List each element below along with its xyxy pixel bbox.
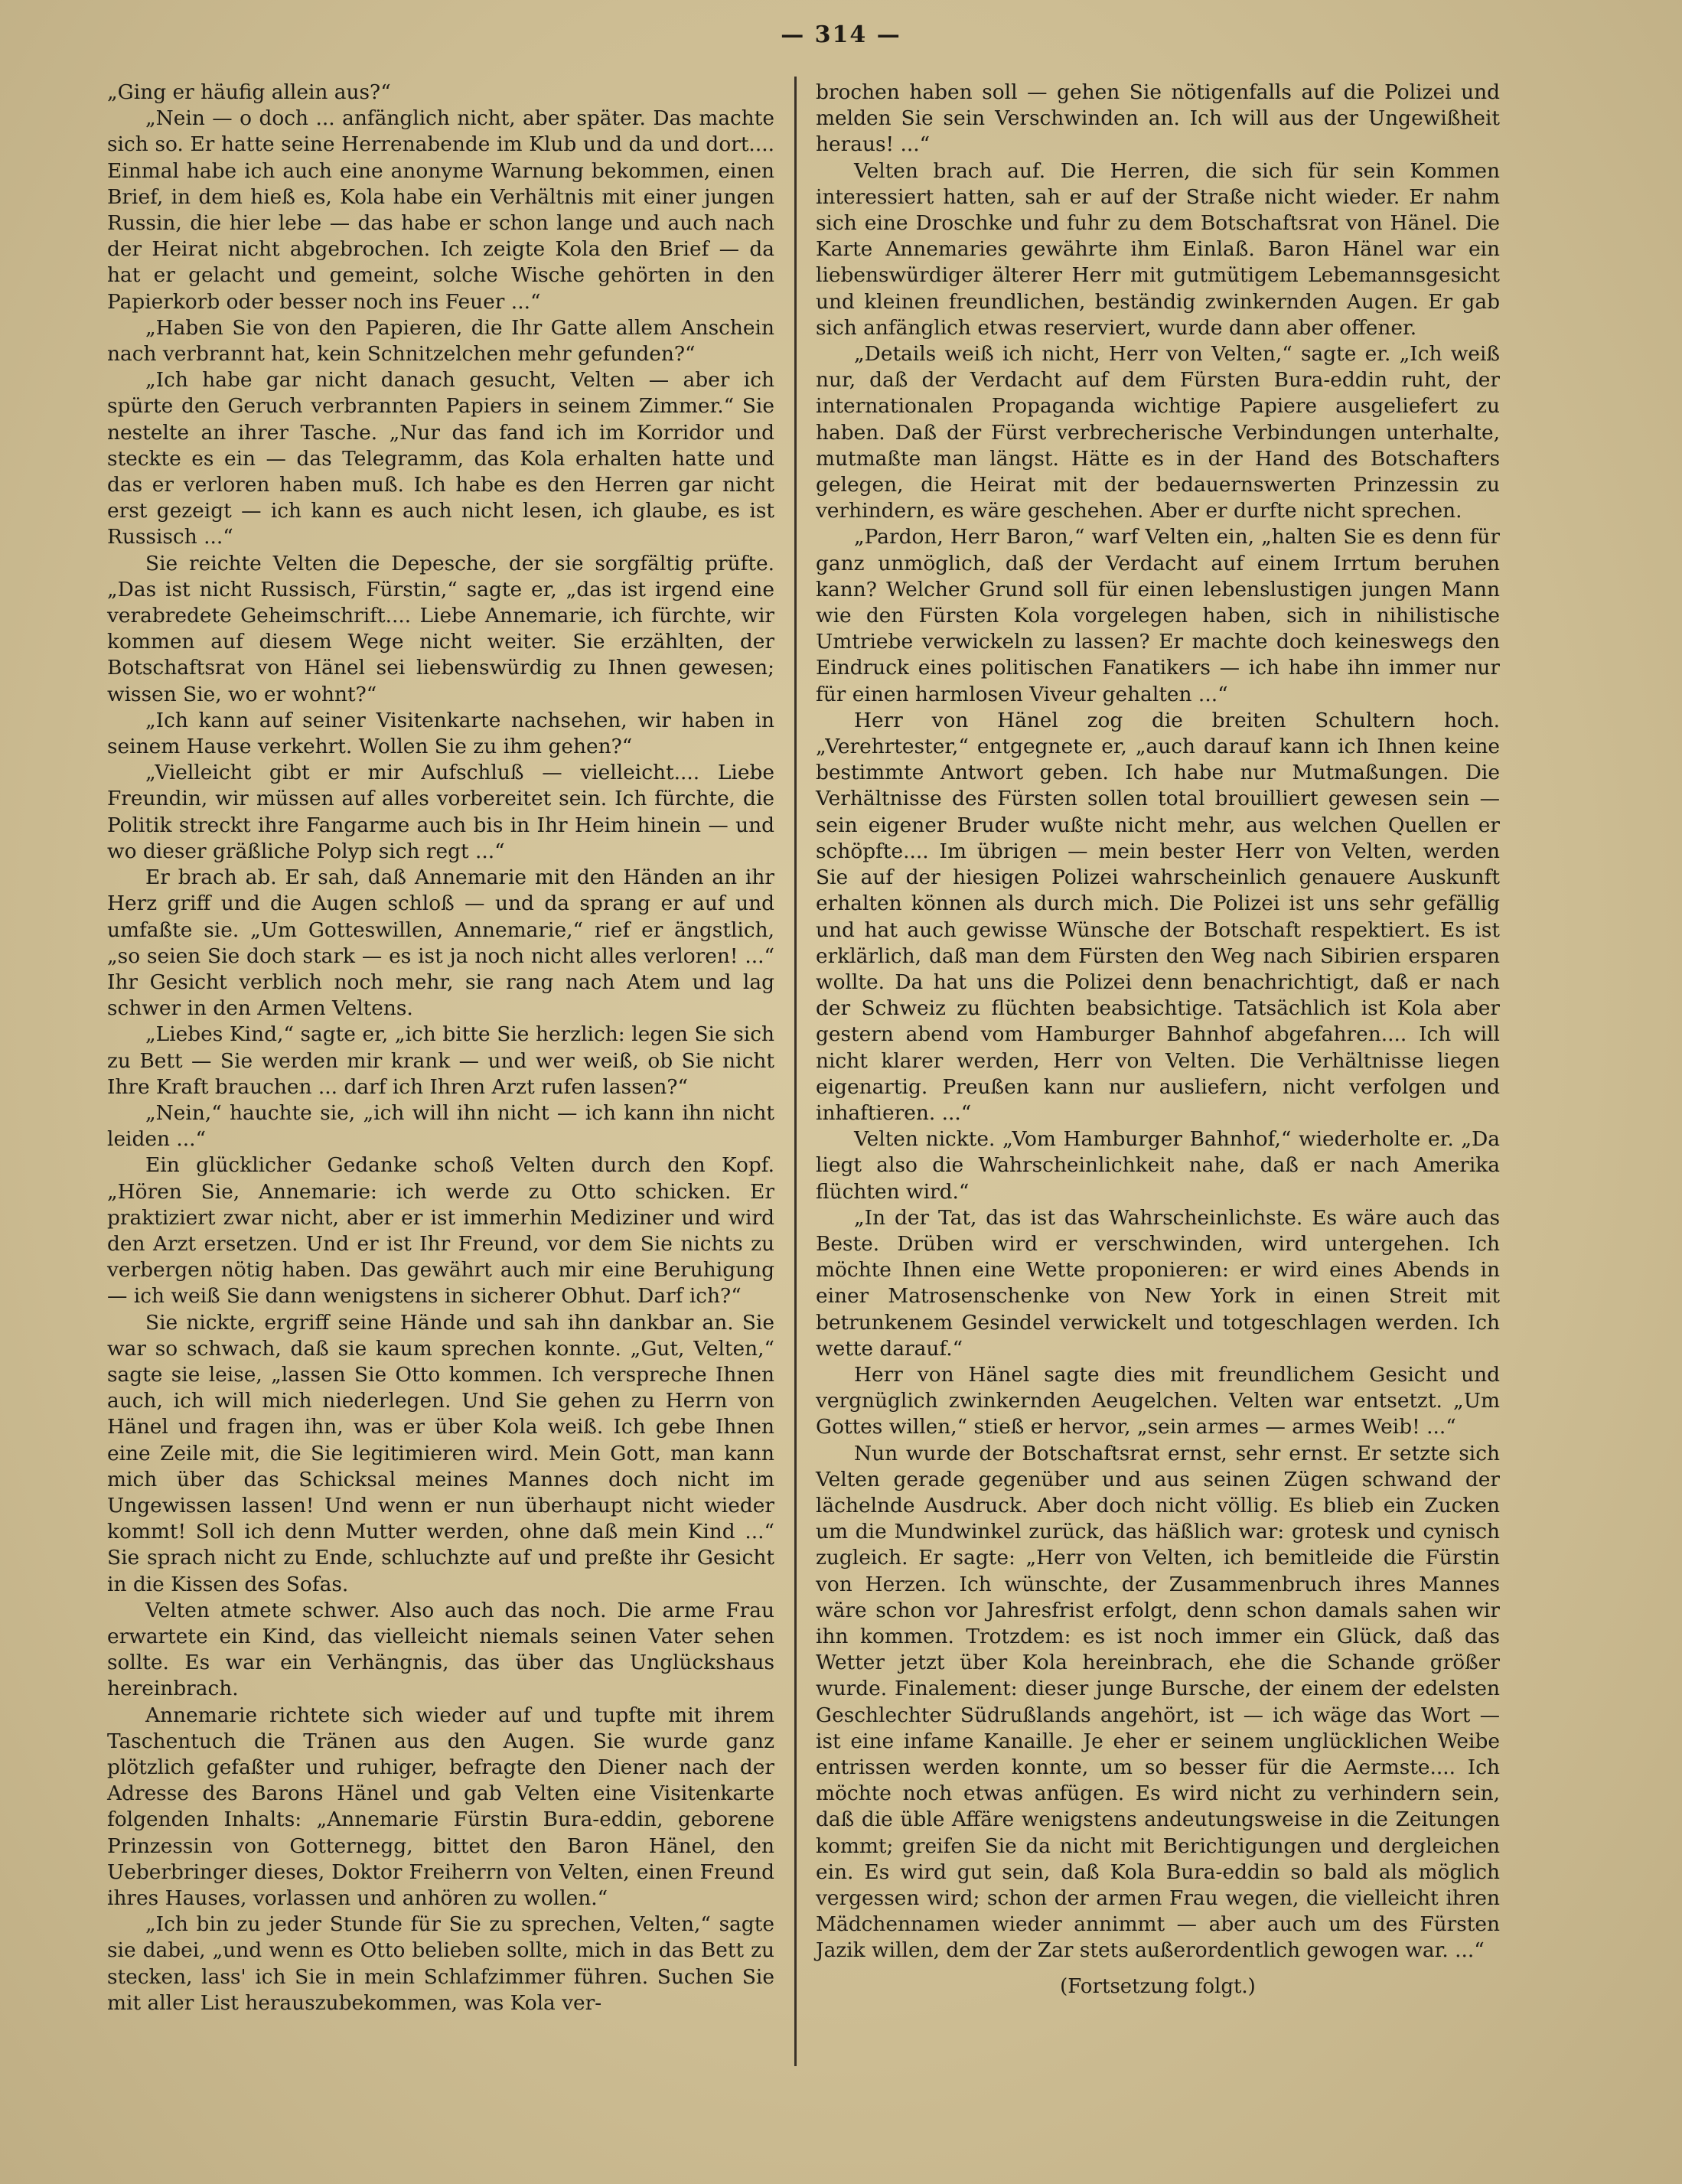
paragraph: Herr von Hänel sagte dies mit freundlichem Gesicht und vergnüglich zwinkernden Aeugelchen. Velten war entsetzt. „Um Gottes willen,“ stieß er hervor, „sein armes — armes Weib! ...“: [816, 1362, 1500, 1439]
paragraph: „Ging er häufig allein aus?“: [107, 80, 391, 104]
column-divider: [794, 77, 797, 2066]
paragraph: Herr von Hänel zog die breiten Schultern hoch. „Verehrtester,“ entgegnete er, „auch darauf kann ich Ihnen keine bestimmte Antwort geben. Ich habe nur Mutmaßungen. Die Verhältnisse des Fürsten sollen total brouilliert gewesen sein — sein eigener Bruder wußte nicht mehr, aus welchen Quellen er schöpfte.... Im übrigen — mein bester Herr von Velten, werden Sie auf der hiesigen Polizei wahrscheinlich genauere Auskunft erhalten können als durch mich. Die Polizei ist uns sehr gefällig und hat auch gewisse Wünsche der Botschaft respektiert. Es ist erklärlich, daß man dem Fürsten den Weg nach Sibirien ersparen wollte. Da hat uns die Polizei denn benachrichtigt, daß er nach der Schweiz zu flüchten beabsichtige. Tatsächlich ist Kola aber gestern abend vom Hamburger Bahnhof abgefahren.... Ich will nicht klarer werden, Herr von Velten. Die Verhältnisse liegen eigenartig. Preußen kann nur ausliefern, nicht verfolgen und inhaftieren. ...“: [816, 708, 1500, 1125]
paragraph: „Ich habe gar nicht danach gesucht, Velten — aber ich spürte den Geruch verbrannten Papiers in seinem Zimmer.“ Sie nestelte an ihrer Tasche. „Nur das fand ich im Korridor und steckte es ein — das Telegramm, das Kola erhalten hatte und das er verloren haben muß. Ich habe es den Herren gar nicht erst gezeigt — ich kann es auch nicht lesen, ich glaube, es ist Russisch ...“: [107, 368, 774, 549]
paragraph: „Nein,“ hauchte sie, „ich will ihn nicht — ich kann ihn nicht leiden ...“: [107, 1100, 774, 1152]
paragraph: Velten atmete schwer. Also auch das noch. Die arme Frau erwartete ein Kind, das vielleicht niemals seinen Vater sehen sollte. Es war ein Verhängnis, das über das Unglückshaus hereinbrach.: [107, 1598, 774, 1701]
paragraph: „Haben Sie von den Papieren, die Ihr Gatte allem Anschein nach verbrannt hat, kein Schnitzelchen mehr gefunden?“: [107, 315, 774, 367]
paragraph: „Ich bin zu jeder Stunde für Sie zu sprechen, Velten,“ sagte sie dabei, „und wenn es Otto belieben sollte, mich in das Bett zu stecken, lass' ich Sie in mein Schlafzimmer führen. Suchen Sie mit aller List herauszubekommen, was Kola ver-: [107, 1912, 774, 2015]
continued-note: (Fortsetzung folgt.): [1060, 1974, 1256, 1998]
left-column: [107, 80, 774, 2016]
paragraph: „In der Tat, das ist das Wahrscheinlichste. Es wäre auch das Beste. Drüben wird er verschwinden, wird untergehen. Ich möchte Ihnen eine Wette proponieren: er wird eines Abends in einer Matrosenschenke von New York in einen Streit mit betrunkenem Gesindel verwickelt und totgeschlagen werden. Ich wette darauf.“: [816, 1205, 1500, 1361]
page-number: — 314 —: [781, 21, 901, 48]
right-column: [816, 80, 1500, 2000]
paragraph: „Liebes Kind,“ sagte er, „ich bitte Sie herzlich: legen Sie sich zu Bett — Sie werden mir krank — und wer weiß, ob Sie nicht Ihre Kraft brauchen ... darf ich Ihren Arzt rufen lassen?“: [107, 1022, 774, 1099]
paragraph: Sie reichte Velten die Depesche, der sie sorgfältig prüfte. „Das ist nicht Russisch, Fürstin,“ sagte er, „das ist irgend eine verabredete Geheimschrift.... Liebe Annemarie, ich fürchte, wir kommen auf diesem Wege nicht weiter. Sie erzählten, der Botschaftsrat von Hänel sei liebenswürdig zu Ihnen gewesen; wissen Sie, wo er wohnt?“: [107, 551, 774, 706]
paragraph: brochen haben soll — gehen Sie nötigenfalls auf die Polizei und melden Sie sein Verschwinden an. Ich will aus der Ungewißheit heraus! ...“: [816, 80, 1500, 157]
paragraph: „Nein — o doch ... anfänglich nicht, aber später. Das machte sich so. Er hatte seine Herrenabende im Klub und da und dort.... Einmal habe ich auch eine anonyme Warnung bekommen, einen Brief, in dem hieß es, Kola habe ein Verhältnis mit einer jungen Russin, die hier lebe — das habe er schon lange und auch nach der Heirat nicht abgebrochen. Ich zeigte Kola den Brief — da hat er gelacht und gemeint, solche Wische gehörten in den Papierkorb oder besser noch ins Feuer ...“: [107, 106, 774, 314]
paragraph: „Ich kann auf seiner Visitenkarte nachsehen, wir haben in seinem Hause verkehrt. Wollen Sie zu ihm gehen?“: [107, 708, 774, 759]
paragraph: Er brach ab. Er sah, daß Annemarie mit den Händen an ihr Herz griff und die Augen schloß — und da sprang er auf und umfaßte sie. „Um Gotteswillen, Annemarie,“ rief er ängstlich, „so seien Sie doch stark — es ist ja noch nicht alles verloren! ...“ Ihr Gesicht verblich noch mehr, sie rang nach Atem und lag schwer in den Armen Veltens.: [107, 865, 774, 1021]
paragraph: „Details weiß ich nicht, Herr von Velten,“ sagte er. „Ich weiß nur, daß der Verdacht auf dem Fürsten Bura-eddin ruht, der internationalen Propaganda wichtige Papiere ausgeliefert zu haben. Daß der Fürst verbrecherische Verbindungen unterhalte, mutmaßte man längst. Hätte es in der Hand des Botschafters gelegen, die Heirat mit der bedauernswerten Prinzessin zu verhindern, es wäre geschehen. Aber er durfte nicht sprechen.: [816, 342, 1500, 523]
paragraph: Velten nickte. „Vom Hamburger Bahnhof,“ wiederholte er. „Da liegt also die Wahrscheinlichkeit nahe, daß er nach Amerika flüchten wird.“: [816, 1127, 1500, 1204]
paragraph: Velten brach auf. Die Herren, die sich für sein Kommen interessiert hatten, sah er auf der Straße nicht wieder. Er nahm sich eine Droschke und fuhr zu dem Botschaftsrat von Hänel. Die Karte Annemaries gewährte ihm Einlaß. Baron Hänel war ein liebenswürdiger älterer Herr mit gutmütigem Lebemannsgesicht und kleinen freundlichen, beständig zwinkernden Augen. Er gab sich anfänglich etwas reserviert, wurde dann aber offener.: [816, 158, 1500, 340]
paragraph: Ein glücklicher Gedanke schoß Velten durch den Kopf. „Hören Sie, Annemarie: ich werde zu Otto schicken. Er praktiziert zwar nicht, aber er ist immerhin Mediziner und wird den Arzt ersetzen. Und er ist Ihr Freund, vor dem Sie nichts zu verbergen nötig haben. Das gewährt auch mir eine Beruhigung — ich weiß Sie dann wenigstens in sicherer Obhut. Darf ich?“: [107, 1153, 774, 1309]
paragraph: Sie nickte, ergriff seine Hände und sah ihn dankbar an. Sie war so schwach, daß sie kaum sprechen konnte. „Gut, Velten,“ sagte sie leise, „lassen Sie Otto kommen. Ich verspreche Ihnen auch, ich will mich niederlegen. Und Sie gehen zu Herrn von Hänel und fragen ihn, was er über Kola weiß. Ich gebe Ihnen eine Zeile mit, die Sie legitimieren wird. Mein Gott, man kann mich über das Schicksal meines Mannes doch nicht im Ungewissen lassen! Und wenn er nun überhaupt nicht wieder kommt! Soll ich denn Mutter werden, ohne daß mein Kind ...“ Sie sprach nicht zu Ende, schluchzte auf und preßte ihr Gesicht in die Kissen des Sofas.: [107, 1310, 774, 1596]
paragraph: Nun wurde der Botschaftsrat ernst, sehr ernst. Er setzte sich Velten gerade gegenüber und aus seinen Zügen schwand der lächelnde Ausdruck. Aber doch nicht völlig. Es blieb ein Zucken um die Mundwinkel zurück, das häßlich war: grotesk und cynisch zugleich. Er sagte: „Herr von Velten, ich bemitleide die Fürstin von Herzen. Ich wünschte, der Zusammenbruch ihres Mannes wäre schon vor Jahresfrist erfolgt, denn schon damals sahen wir ihn kommen. Trotzdem: es ist noch immer ein Glück, daß das Wetter jetzt über Kola hereinbrach, ehe die Schande größer wurde. Finalement: dieser junge Bursche, der einem der edelsten Geschlechter Südrußlands angehört, ist — ich wäge das Wort — ist eine infame Kanaille. Je eher er seinem unglücklichen Weibe entrissen werden konnte, um so besser für die Aermste.... Ich möchte noch etwas anfügen. Es wird nicht zu verhindern sein, daß die üble Affäre wenigstens andeutungsweise in die Zeitungen kommt; greifen Sie da nicht mit Berichtigungen und dergleichen ein. Es wird gut sein, daß Kola Bura-eddin so bald als möglich vergessen wird; schon der armen Frau wegen, die vielleicht ihren Mädchennamen wieder annimmt — aber auch um des Fürsten Jazik willen, dem der Zar stets außerordentlich gewogen war. ...“: [816, 1441, 1500, 1963]
paragraph: „Vielleicht gibt er mir Aufschluß — vielleicht.... Liebe Freundin, wir müssen auf alles vorbereitet sein. Ich fürchte, die Politik streckt ihre Fangarme auch bis in Ihr Heim hinein — und wo dieser gräßliche Polyp sich regt ...“: [107, 761, 774, 863]
paragraph: Annemarie richtete sich wieder auf und tupfte mit ihrem Taschentuch die Tränen aus den Augen. Sie wurde ganz plötzlich gefaßter und ruhiger, befragte den Diener nach der Adresse des Barons Hänel und gab Velten eine Visitenkarte folgenden Inhalts: „Annemarie Fürstin Bura-eddin, geborene Prinzessin von Gotternegg, bittet den Baron Hänel, den Ueberbringer dieses, Doktor Freiherrn von Velten, einen Freund ihres Hauses, vorlassen und anhören zu wollen.“: [107, 1703, 774, 1911]
paragraph: „Pardon, Herr Baron,“ warf Velten ein, „halten Sie es denn für ganz unmöglich, daß der Verdacht auf einem Irrtum beruhen kann? Welcher Grund soll für einen lebenslustigen jungen Mann wie den Fürsten Kola vorgelegen haben, sich in nihilistische Umtriebe verwickeln zu lassen? Er machte doch keineswegs den Eindruck eines politischen Fanatikers — ich habe ihn immer nur für einen harmlosen Viveur gehalten ...“: [816, 525, 1500, 706]
